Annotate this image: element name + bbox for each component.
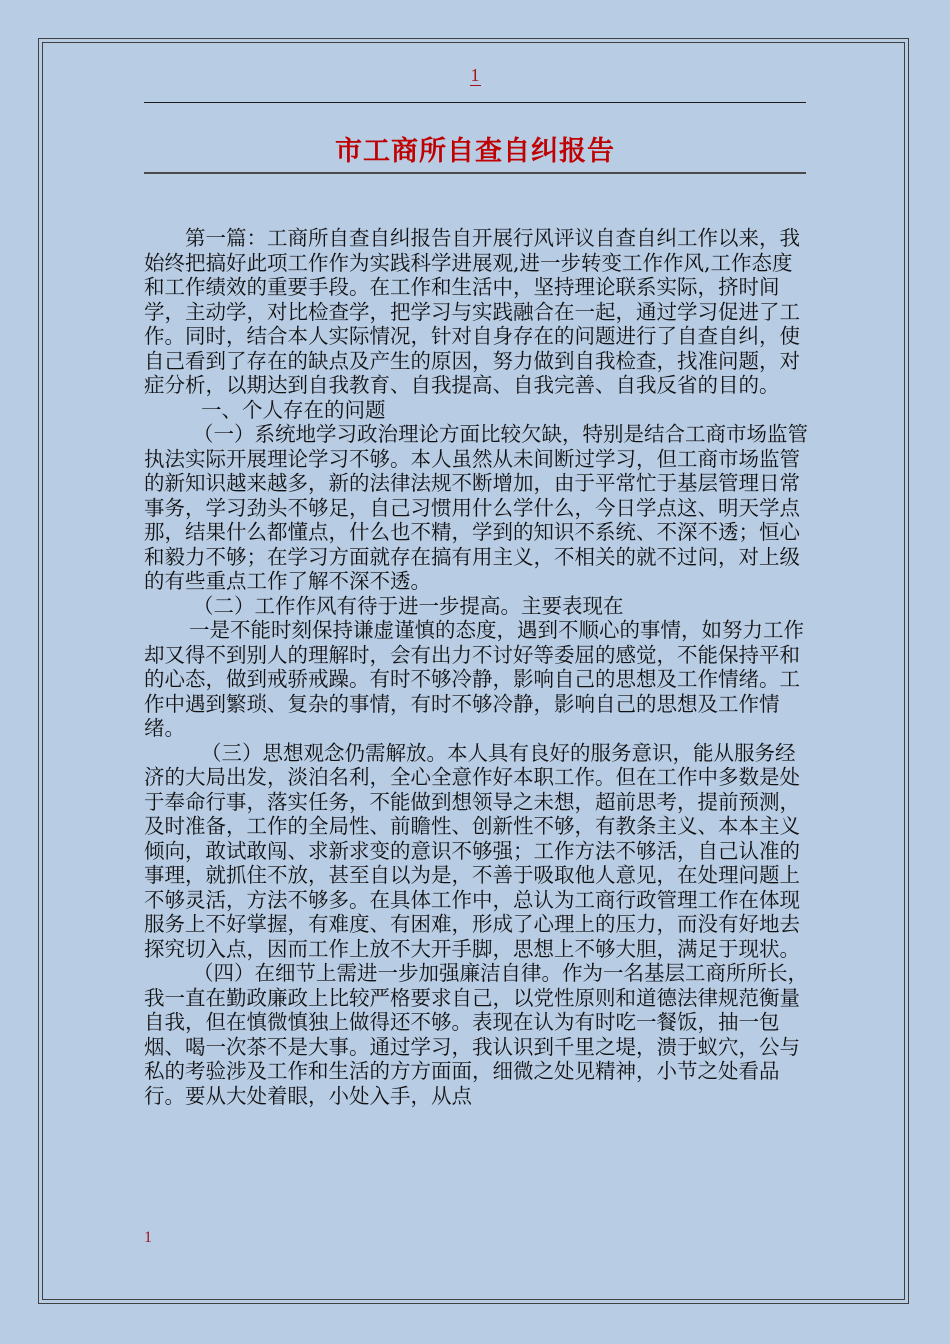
footer-page-number: 1 (144, 1229, 152, 1246)
section-heading: 一、个人存在的问题 (201, 397, 386, 422)
header-divider (144, 102, 806, 103)
paragraph-item-1: （一）系统地学习政治理论方面比较欠缺，特别是结合工商市场监管执法实际开展理论学习不够。本人虽然从未间断过学习，但工商市场监管的新知识越来越多，新的法律法规不断增加，由于平常忙于基层管理日常事务，学习劲头不够足，自己习惯用什么学什么，今日学点这、明天学点那，结果什么都懂点，什么也不精，学到的知识不系统、不深不透；恒心和毅力不够；在学习方面就存在搞有用主义，不相关的就不过问，对上级的有些重点工作了解不深不透。 (144, 422, 808, 593)
document-title: 市工商所自查自纠报告 (335, 136, 615, 167)
paragraph-item-2-detail: 一是不能时刻保持谦虚谨慎的态度，遇到不顺心的事情，如努力工作却又得不到别人的理解时，会有出力不讨好等委屈的感觉，不能保持平和的心态，做到戒骄戒躁。有时不够冷静，影响自己的思想及工作情绪。工作中遇到繁琐、复杂的事情，有时不够冷静，影响自己的思想及工作情绪。 (144, 618, 804, 740)
paragraph-intro: 第一篇：工商所自查自纠报告自开展行风评议自查自纠工作以来，我始终把搞好此项工作作为实践科学进展观,进一步转变工作作风,工作态度和工作绩效的重要手段。在工作和生活中，坚持理论联系实际，挤时间学，主动学，对比检查学，把学习与实践融合在一起，通过学习促进了工作。同时，结合本人实际情况，针对自身存在的问题进行了自查自纠，使自己看到了存在的缺点及产生的原因，努力做到自我检查，找准问题，对症分析，以期达到自我教育、自我提高、自我完善、自我反省的目的。 (144, 226, 800, 397)
header-page-number (0, 65, 950, 86)
paragraph-item-2: （二）工作作风有待于进一步提高。主要表现在 (193, 593, 624, 618)
title-divider (144, 172, 806, 174)
paragraph-item-4: （四）在细节上需进一步加强廉洁自律。作为一名基层工商所所长，我一直在勤政廉政上比较严格要求自己，以党性原则和道德法律规范衡量自我，但在慎微慎独上做得还不够。表现在认为有时吃一餐饭，抽一包烟、喝一次茶不是大事。通过学习，我认识到千里之堤，溃于蚁穴，公与私的考验涉及工作和生活的方方面面，细微之处见精神，小节之处看品行。要从大处着眼，小处入手，从点 (144, 961, 808, 1108)
header-page-number-text: 1 (470, 65, 480, 85)
paragraph-item-3: （三）思想观念仍需解放。本人具有良好的服务意识，能从服务经济的大局出发，淡泊名利，全心全意作好本职工作。但在工作中多数是处于奉命行事，落实任务，不能做到想领导之未想，超前思考，提前预测，及时准备，工作的全局性、前瞻性、创新性不够，有教条主义、本本主义倾向，敢试敢闯、求新求变的意识不够强；工作方法不够活，自己认准的事理，就抓住不放，甚至自以为是，不善于吸取他人意见，在处理问题上不够灵活，方法不够多。在具体工作中，总认为工商行政管理工作在体现服务上不好掌握，有难度、有困难，形成了心理上的压力，而没有好地去探究切入点，因而工作上放不大开手脚，思想上不够大胆，满足于现状。 (144, 740, 800, 961)
document-body (144, 226, 812, 1108)
